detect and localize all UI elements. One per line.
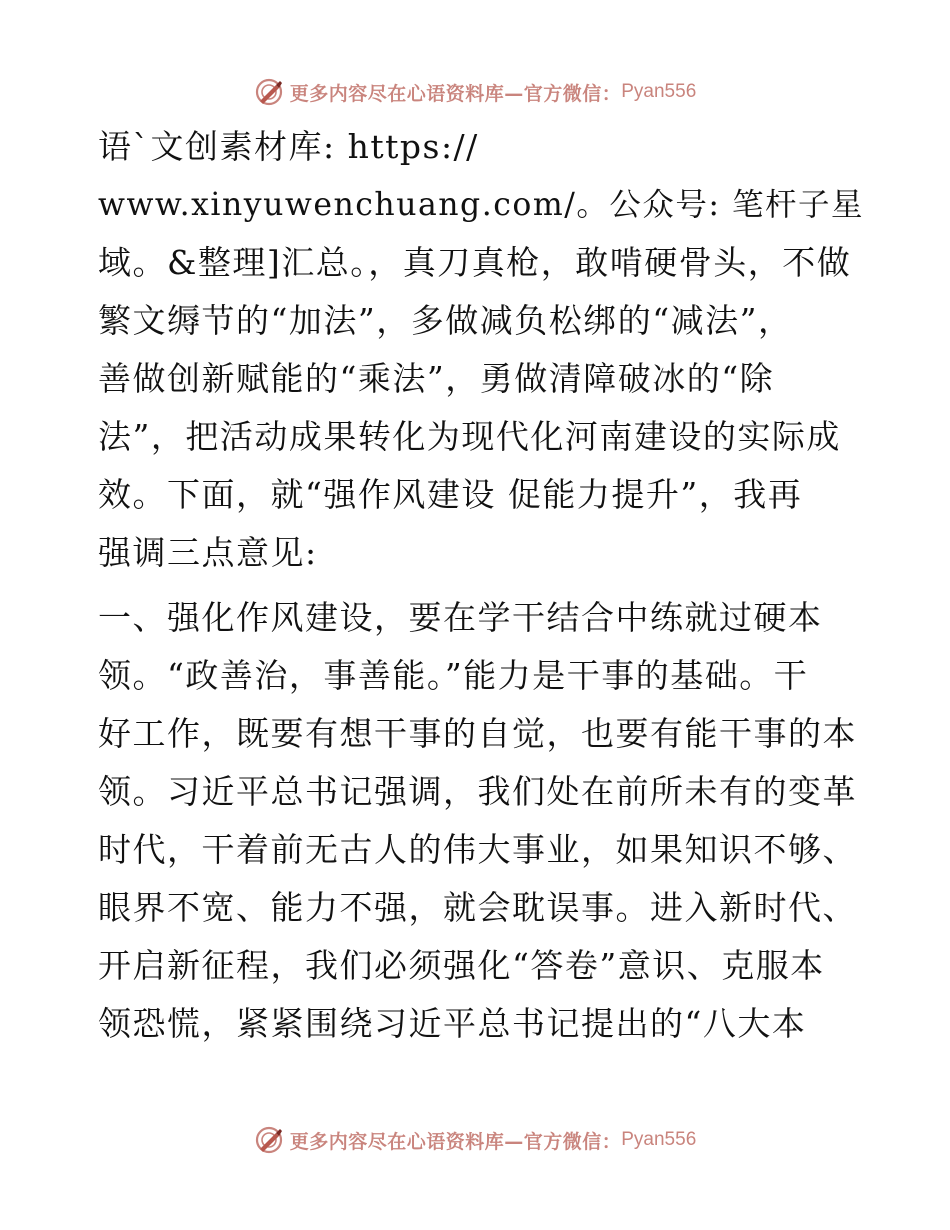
text-line: 域。&整理]汇总。，真刀真枪，敢啃硬骨头，不做 [98, 243, 852, 282]
text-line: 法”，把活动成果转化为现代化河南建设的实际成 [98, 417, 841, 456]
text-line: 领恐慌，紧紧围绕习近平总书记提出的“八大本 [98, 1004, 807, 1043]
header-watermark [0, 72, 950, 112]
text-line: 眼界不宽、能力不强，就会耽误事。进入新时代、 [98, 888, 857, 927]
document-body [98, 118, 868, 1053]
text-line: 善做创新赋能的“乘法”，勇做清障破冰的“除 [98, 359, 775, 398]
section-heading-line: 一、强化作风建设，要在学干结合中练就过硬本 [98, 598, 823, 637]
pen-circle-logo-icon [254, 77, 284, 107]
text-line: 语`文创素材库: https:// [98, 127, 479, 166]
watermark-text: 更多内容尽在心语资料库—官方微信： [289, 82, 622, 105]
watermark-wechat-id: Pyan556 [621, 1129, 697, 1150]
text-line: 好工作，既要有想干事的自觉，也要有能干事的本 [98, 714, 857, 753]
text-line: 领。“政善治，事善能。”能力是干事的基础。干 [98, 656, 809, 695]
text-line: 强调三点意见: [98, 533, 318, 572]
text-line: 时代，干着前无古人的伟大事业，如果知识不够、 [98, 830, 857, 869]
text-line: 效。下面，就“强作风建设 促能力提升”，我再 [98, 475, 803, 514]
paragraph-gap [98, 582, 868, 589]
text-line: www.xinyuwenchuang.com/。公众号: 笔杆子星 [98, 187, 864, 223]
text-line: 繁文缛节的“加法”，多做减负松绑的“减法”， [98, 301, 793, 340]
footer-watermark [0, 1120, 950, 1160]
pen-circle-logo-icon [254, 1125, 284, 1155]
text-line: 领。习近平总书记强调，我们处在前所未有的变革 [98, 772, 857, 811]
text-line: 开启新征程，我们必须强化“答卷”意识、克服本 [98, 946, 825, 985]
watermark-wechat-id: Pyan556 [621, 81, 697, 102]
watermark-text: 更多内容尽在心语资料库—官方微信： [289, 1130, 622, 1153]
